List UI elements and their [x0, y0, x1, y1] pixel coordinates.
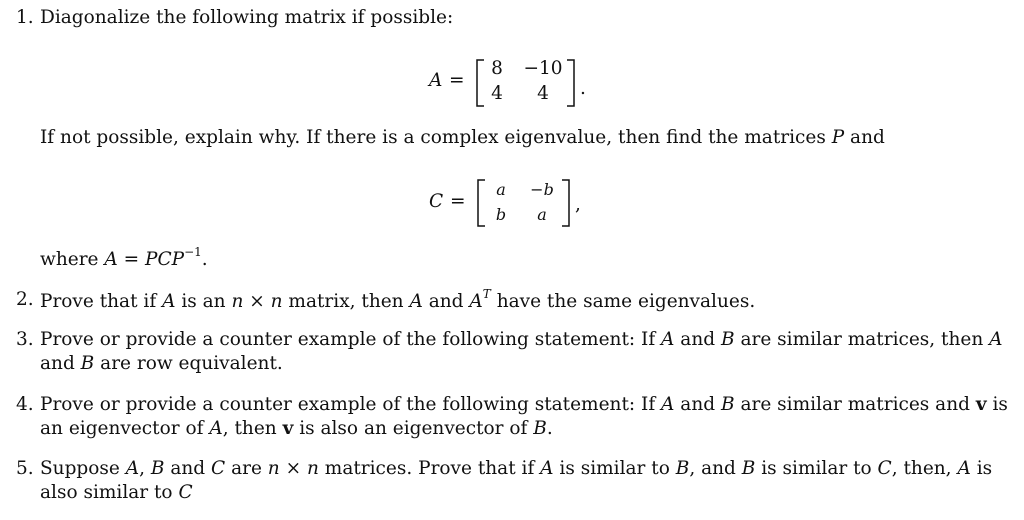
problem-3-line-1	[40, 329, 1003, 350]
p2-text-2: is an	[175, 291, 232, 313]
complex-sentence-text: If not possible, explain why. If there is a complex eigenvalue, then find the matrices	[40, 127, 832, 148]
matrix-C-left-bracket	[474, 178, 488, 228]
p5-text-5: is similar to	[553, 458, 676, 479]
matrix-A-lhs: A	[429, 70, 443, 91]
where-inverse-exponent: −1	[184, 245, 202, 259]
p2-times: ×	[243, 291, 271, 313]
where-A: A	[104, 249, 118, 271]
p4-period: .	[546, 418, 553, 439]
p5-var-C2: C	[877, 458, 892, 479]
p5-var-B2: B	[675, 458, 690, 479]
complex-sentence-P: P	[831, 127, 845, 148]
where-rhs: PCP	[145, 249, 185, 271]
p3-text-3: are similar matrices, then	[734, 329, 990, 350]
problem-1-intro: Diagonalize the following matrix if possible:	[40, 7, 454, 28]
matrix-A-a21: 4	[491, 83, 503, 104]
p5-var-n1: n	[267, 458, 280, 479]
problem-1-complex-sentence	[40, 127, 885, 148]
problem-5-line-1	[40, 458, 992, 479]
where-period: .	[201, 249, 208, 271]
p4-text-6: , then	[222, 418, 283, 439]
matrix-C-c21: b	[495, 205, 507, 224]
matrix-C-lhs: C	[429, 191, 444, 212]
p4-text-7: is also an eigenvector of	[293, 418, 534, 439]
p4-vector-v: v	[975, 394, 987, 415]
p2-text-5: have the same eigenvalues.	[490, 291, 756, 313]
problem-2-text	[40, 289, 755, 312]
p3-var-B: B	[720, 329, 735, 350]
matrix-A-a12: −10	[523, 58, 563, 79]
matrix-C-c12: −b	[530, 180, 554, 199]
p2-var-A: A	[162, 291, 176, 313]
p5-text-2: and	[164, 458, 212, 479]
p5-var-A3: A	[957, 458, 971, 479]
p5-text-1: Suppose	[40, 458, 126, 479]
problem-2-number: 2.	[16, 289, 34, 310]
p4-text-2: and	[674, 394, 721, 415]
problem-4-number: 4.	[16, 394, 34, 415]
where-eq: =	[117, 249, 146, 271]
where-word: where	[40, 249, 105, 271]
p3-text-2: and	[674, 329, 721, 350]
problem-4-line-2	[40, 418, 553, 439]
matrix-A-left-bracket	[473, 58, 487, 108]
p2-var-A3: A	[469, 291, 483, 313]
problem-5-line-2	[40, 482, 193, 503]
matrix-C-equals: =	[450, 191, 466, 212]
p3-var-B2: B	[80, 353, 95, 374]
p5-times: ×	[279, 458, 307, 479]
p4-var-B: B	[720, 394, 735, 415]
p4-text-4: is	[986, 394, 1008, 415]
p3-text-5: are row equivalent.	[94, 353, 283, 374]
p4-var-A2: A	[209, 418, 223, 439]
p3-text-1: Prove or provide a counter example of the following statement: If	[40, 329, 662, 350]
problem-5-number: 5.	[16, 458, 34, 479]
p5-var-n2: n	[306, 458, 319, 479]
matrix-C-c22: a	[537, 205, 547, 224]
p4-var-B2: B	[533, 418, 547, 439]
problem-1-where-line	[40, 247, 208, 270]
matrix-A-a22: 4	[537, 83, 549, 104]
p5-var-A2: A	[540, 458, 554, 479]
complex-sentence-and: and	[844, 127, 885, 148]
p5-var-B: B	[150, 458, 165, 479]
p2-text-3: matrix, then	[282, 291, 410, 313]
p2-var-A2: A	[409, 291, 423, 313]
matrix-C-comma: ,	[575, 194, 581, 215]
problem-3-line-2	[40, 353, 283, 374]
p5-text-4: matrices. Prove that if	[318, 458, 541, 479]
p2-text-4: and	[422, 291, 470, 313]
p2-var-n2: n	[270, 291, 283, 313]
matrix-A-right-bracket	[564, 58, 578, 108]
p5-comma: ,	[139, 458, 151, 479]
matrix-C-right-bracket	[559, 178, 573, 228]
p4-text-1: Prove or provide a counter example of the following statement: If	[40, 394, 662, 415]
p5-text-3: are	[225, 458, 268, 479]
p4-vector-v2: v	[282, 418, 294, 439]
p5-text-7: is similar to	[755, 458, 878, 479]
p3-var-A2: A	[989, 329, 1003, 350]
p5-var-A: A	[125, 458, 140, 479]
p2-transpose-T: T	[482, 287, 491, 301]
problem-4-line-1	[40, 394, 1008, 415]
p5-var-B3: B	[741, 458, 756, 479]
p2-text-1: Prove that if	[40, 291, 163, 313]
matrix-A-a11: 8	[491, 58, 503, 79]
p2-var-n1: n	[231, 291, 244, 313]
p5-text-8: , then,	[891, 458, 958, 479]
p3-text-4: and	[40, 353, 81, 374]
p4-var-A: A	[661, 394, 675, 415]
p5-text-10: also similar to	[40, 482, 179, 503]
matrix-C-c11: a	[496, 180, 506, 199]
p5-var-C3: C	[178, 482, 193, 503]
p4-text-3: are similar matrices and	[734, 394, 976, 415]
matrix-A-period: .	[580, 78, 586, 99]
problem-1-number: 1.	[16, 7, 34, 28]
p3-var-A: A	[661, 329, 675, 350]
p4-text-5: an eigenvector of	[40, 418, 210, 439]
matrix-A-equals: =	[449, 70, 465, 91]
p5-text-6: , and	[689, 458, 742, 479]
p5-text-9: is	[970, 458, 993, 479]
p5-var-C: C	[211, 458, 226, 479]
problem-3-number: 3.	[16, 329, 34, 350]
